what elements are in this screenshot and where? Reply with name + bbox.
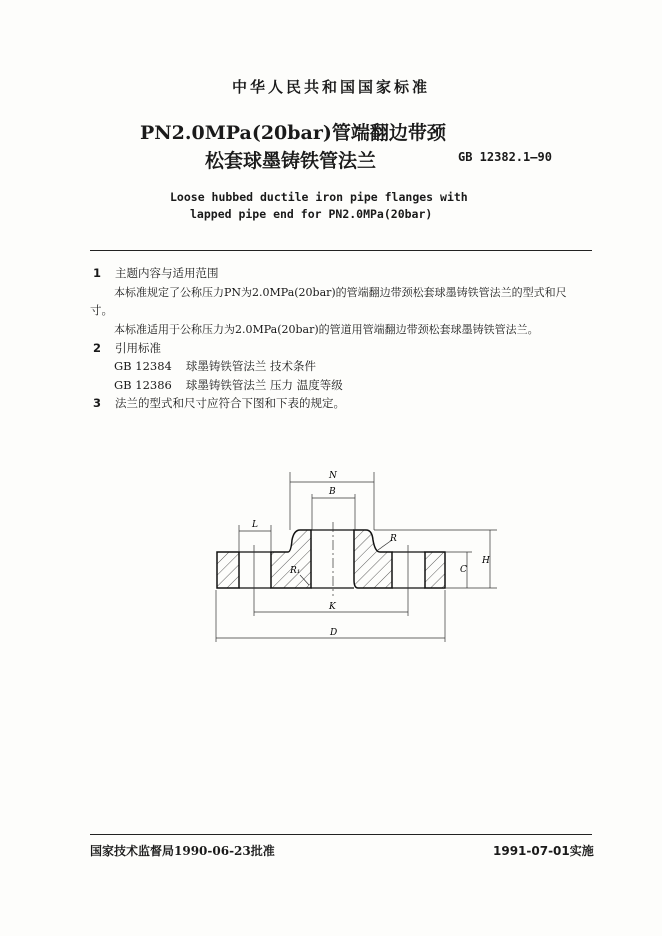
standard-code: GB 12382.1—90 bbox=[458, 150, 552, 164]
dim-label-c: C bbox=[460, 565, 467, 575]
reference-title: 球墨铸铁管法兰 压力 温度等级 bbox=[185, 378, 343, 392]
dim-label-n: N bbox=[329, 471, 337, 481]
paragraph: 本标准规定了公称压力PN为2.0MPa(20bar)的管端翻边带颈松套球墨铸铁管法兰的型式和尺 bbox=[114, 286, 567, 299]
flange-section-right-outer bbox=[425, 552, 445, 588]
effective-date: 1991-07-01实施 bbox=[493, 844, 594, 858]
reference-code: GB 12386 bbox=[114, 378, 172, 392]
dim-label-r: R bbox=[390, 534, 397, 544]
approval-date: 国家技术监督局1990-06-23批准 bbox=[90, 844, 275, 858]
section-title: 法兰的型式和尺寸应符合下图和下表的规定。 bbox=[115, 396, 346, 410]
dim-label-h: H bbox=[482, 556, 490, 566]
english-title-2: lapped pipe end for PN2.0MPa(20bar) bbox=[190, 207, 433, 221]
national-standard-header: 中华人民共和国国家标准 bbox=[231, 78, 430, 96]
flange-section-left-hub bbox=[271, 530, 311, 588]
reference-title: 球墨铸铁管法兰 技术条件 bbox=[185, 359, 317, 373]
dim-label-b: B bbox=[329, 487, 336, 497]
title-line-1: PN2.0MPa(20bar)管端翻边带颈 bbox=[140, 122, 446, 144]
section-number: 3 bbox=[93, 396, 102, 410]
english-title-1: Loose hubbed ductile iron pipe flanges with bbox=[170, 190, 468, 204]
paragraph: 本标准适用于公称压力为2.0MPa(20bar)的管道用管端翻边带颈松套球墨铸铁管法兰。 bbox=[114, 323, 539, 336]
flange-section-left-outer bbox=[217, 552, 239, 588]
section-number: 1 bbox=[93, 266, 102, 280]
section-title: 主题内容与适用范围 bbox=[115, 266, 219, 280]
section-title: 引用标准 bbox=[115, 341, 162, 355]
section-number: 2 bbox=[93, 341, 102, 355]
dim-label-l: L bbox=[252, 520, 258, 530]
title-line-2: 松套球墨铸铁管法兰 bbox=[205, 150, 377, 172]
dim-label-r1: R₁ bbox=[290, 566, 301, 576]
dim-label-k: K bbox=[329, 602, 336, 612]
paragraph: 寸。 bbox=[90, 303, 113, 317]
reference-code: GB 12384 bbox=[114, 359, 172, 373]
dim-label-d: D bbox=[330, 628, 338, 638]
flange-section-right-hub bbox=[354, 530, 392, 588]
footer-divider bbox=[90, 834, 592, 835]
